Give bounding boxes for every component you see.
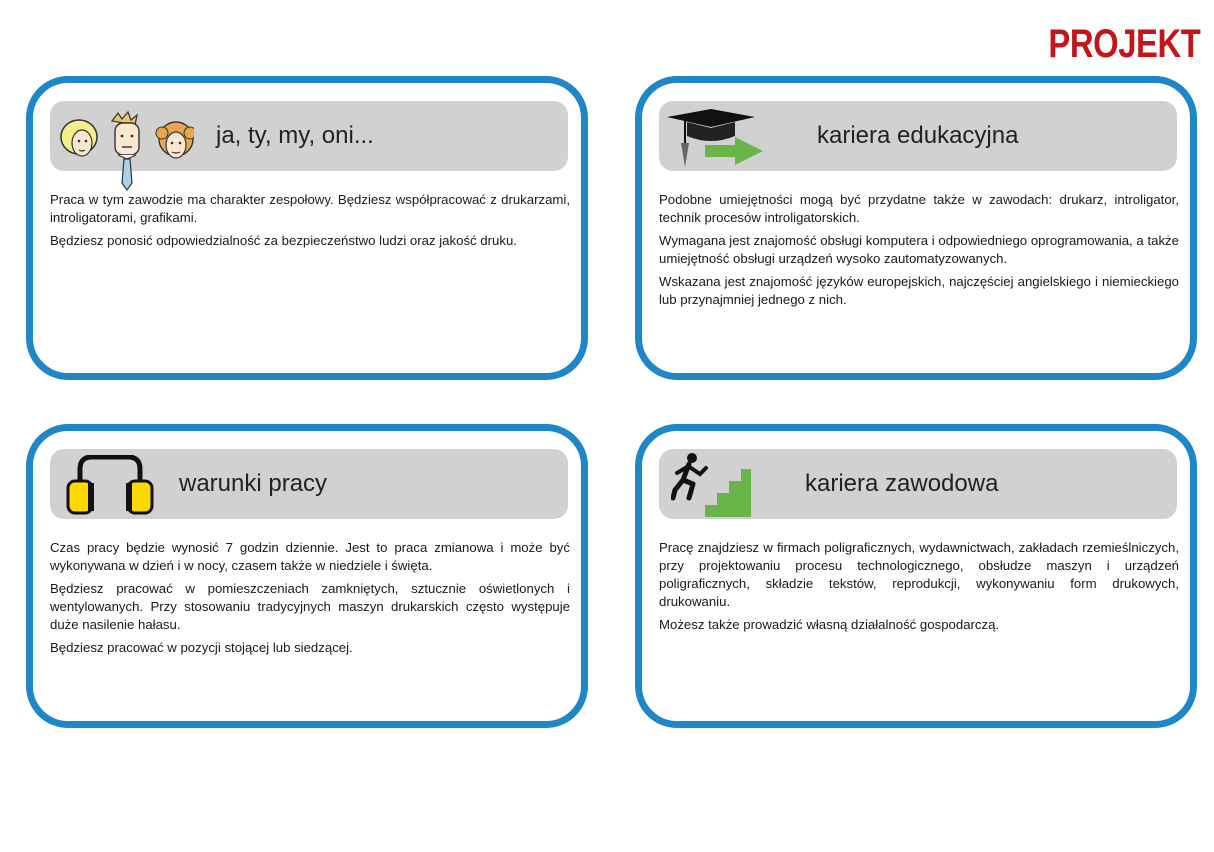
card-header bbox=[50, 449, 568, 519]
people-faces-icon bbox=[54, 109, 194, 199]
paragraph: Będziesz pracować w pomieszczeniach zamkniętych, sztucznie oświetlonych i wentylowanych. Przy stosowaniu tradycyjnych maszyn drukarskich często występuje duże nasilenie hałasu. bbox=[50, 581, 570, 632]
card-work-conditions bbox=[26, 424, 588, 728]
card-body bbox=[659, 539, 1179, 639]
card-title: ja, ty, my, oni... bbox=[216, 122, 374, 149]
paragraph: Możesz także prowadzić własną działalność gospodarczą. bbox=[659, 617, 1000, 632]
paragraph: Podobne umiejętności mogą być przydatne także w zawodach: drukarz, introligator, technik procesów introligatorskich. bbox=[659, 192, 1179, 225]
card-title: kariera zawodowa bbox=[805, 470, 999, 497]
card-body bbox=[50, 539, 570, 662]
ear-protectors-icon bbox=[66, 455, 154, 515]
card-team bbox=[26, 76, 588, 380]
paragraph: Będziesz pracować w pozycji stojącej lub siedzącej. bbox=[50, 640, 353, 655]
paragraph: Praca w tym zawodzie ma charakter zespołowy. Będziesz współpracować z drukarzami, introligatorami, grafikami. bbox=[50, 192, 570, 225]
card-header bbox=[659, 449, 1177, 519]
stairs-climber-icon bbox=[671, 451, 753, 519]
graduation-cap-arrow-icon bbox=[665, 105, 775, 169]
paragraph: Pracę znajdziesz w firmach poligraficznych, wydawnictwach, zakładach rzemieślniczych, przy projektowaniu procesu technologicznego, obsłudze maszyn i urządzeń poligraficznych, składzie tekstów, reprodukcji, wykonywaniu form drukowych, drukowaniu. bbox=[659, 540, 1179, 609]
project-label: PROJEKT bbox=[1047, 22, 1200, 66]
card-header bbox=[50, 101, 568, 171]
card-body bbox=[50, 191, 570, 255]
paragraph: Czas pracy będzie wynosić 7 godzin dziennie. Jest to praca zmianowa i może być wykonywana w dzień i w nocy, czasem także w niedziele i święta. bbox=[50, 540, 570, 573]
card-title: kariera edukacyjna bbox=[817, 122, 1019, 149]
paragraph: Wymagana jest znajomość obsługi komputera i odpowiedniego oprogramowania, a także umiejętność obsługi urządzeń wysoko zautomatyzowanych. bbox=[659, 233, 1179, 266]
card-education bbox=[635, 76, 1197, 380]
card-header bbox=[659, 101, 1177, 171]
card-title: warunki pracy bbox=[179, 470, 328, 497]
paragraph: Wskazana jest znajomość języków europejskich, najczęściej angielskiego i niemieckiego lub przynajmniej jednego z nich. bbox=[659, 274, 1179, 307]
card-career bbox=[635, 424, 1197, 728]
paragraph: Będziesz ponosić odpowiedzialność za bezpieczeństwo ludzi oraz jakość druku. bbox=[50, 233, 517, 248]
card-body bbox=[659, 191, 1179, 314]
